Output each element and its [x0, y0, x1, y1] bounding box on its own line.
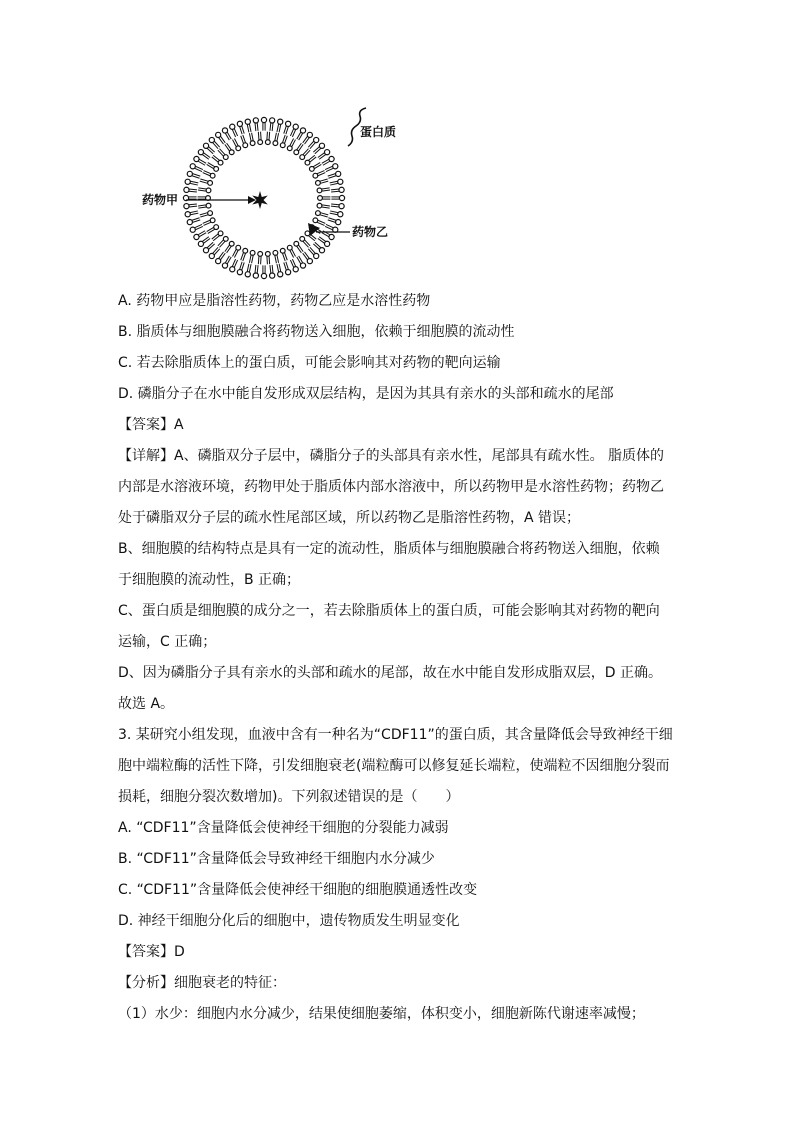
phospholipid-tail: [320, 215, 328, 217]
phospholipid-head: [317, 203, 322, 208]
phospholipid-head: [305, 231, 310, 236]
phospholipid-head: [184, 187, 189, 192]
phospholipid-head: [325, 150, 330, 155]
phospholipid-tail: [286, 127, 288, 135]
phospholipid-tail: [303, 149, 308, 155]
q2-option-d: D. 磷脂分子在水中能自发形成双层结构，是因为其具有亲水的头部和疏水的尾部: [118, 386, 614, 402]
phospholipid-tail: [198, 207, 206, 208]
q2-explanation-line: B、细胞膜的结构特点是具有一定的流动性，脂质体与细胞膜融合将药物送入细胞，依赖: [118, 541, 660, 557]
phospholipid-head: [230, 267, 235, 272]
phospholipid-head: [261, 117, 266, 122]
phospholipid-tail: [200, 179, 208, 181]
phospholipid-tail: [284, 126, 286, 134]
phospholipid-tail: [189, 206, 197, 207]
phospholipid-head: [237, 121, 242, 126]
phospholipid-head: [194, 156, 199, 161]
q2-explanation-line: 运输，C 正确；: [118, 634, 217, 650]
phospholipid-tail: [190, 181, 198, 183]
phospholipid-head: [325, 241, 330, 246]
phospholipid-tail: [322, 207, 330, 208]
phospholipid-head: [307, 259, 312, 264]
phospholipid-tail: [207, 148, 213, 153]
phospholipid-head: [258, 140, 263, 145]
phospholipid-tail: [200, 181, 208, 183]
phospholipid-head: [190, 227, 195, 232]
phospholipid-tail: [270, 265, 271, 273]
phospholipid-head: [243, 248, 248, 253]
phospholipid-head: [236, 245, 241, 250]
phospholipid-head: [265, 140, 270, 145]
phospholipid-tail: [330, 181, 338, 183]
phospholipid-head: [300, 237, 305, 242]
phospholipid-tail: [330, 211, 338, 213]
phospholipid-tail: [190, 213, 198, 215]
phospholipid-head: [339, 195, 344, 200]
phospholipid-tail: [200, 213, 208, 215]
phospholipid-head: [300, 263, 305, 268]
phospholipid-tail: [322, 205, 330, 206]
q2-explanation-line: 故选 A。: [118, 696, 175, 712]
phospholipid-tail: [330, 213, 338, 215]
phospholipid-tail: [272, 123, 273, 131]
phospholipid-head: [209, 137, 214, 142]
phospholipid-tail: [209, 147, 215, 152]
phospholipid-tail: [249, 124, 251, 132]
phospholipid-head: [270, 118, 275, 123]
q3-stem-line: 损耗，细胞分裂次数增加)。下列叙述错误的是（ ）: [118, 789, 460, 805]
phospholipid-head: [287, 245, 292, 250]
phospholipid-head: [198, 150, 203, 155]
q2-explanation-line: C、蛋白质是细胞膜的成分之一，若去除脂质体上的蛋白质，可能会影响其对药物的靶向: [118, 603, 660, 619]
phospholipid-head: [214, 167, 219, 172]
phospholipid-head: [329, 156, 334, 161]
phospholipid-head: [194, 234, 199, 239]
phospholipid-head: [339, 204, 344, 209]
phospholipid-head: [229, 241, 234, 246]
phospholipid-tail: [267, 132, 268, 140]
phospholipid-tail: [286, 262, 288, 270]
phospholipid-tail: [255, 265, 256, 273]
phospholipid-head: [237, 270, 242, 275]
q3-analysis-line: （1）水少：细胞内水分减少，结果使细胞萎缩，体积变小，细胞新陈代谢速率减慢；: [118, 1006, 645, 1022]
phospholipid-tail: [252, 255, 254, 263]
phospholipid-head: [293, 124, 298, 129]
phospholipid-tail: [269, 256, 270, 264]
phospholipid-tail: [212, 234, 218, 239]
phospholipid-tail: [308, 249, 313, 255]
phospholipid-tail: [330, 183, 338, 185]
phospholipid-tail: [207, 242, 213, 247]
phospholipid-head: [305, 160, 310, 165]
phospholipid-tail: [322, 188, 330, 189]
phospholipid-tail: [279, 124, 281, 132]
q3-answer: 【答案】D: [118, 944, 185, 960]
phospholipid-tail: [322, 190, 330, 191]
phospholipid-head: [209, 253, 214, 258]
phospholipid-tail: [261, 256, 262, 264]
phospholipid-head: [316, 180, 321, 185]
phospholipid-tail: [275, 255, 277, 263]
phospholipid-tail: [214, 141, 219, 147]
q2-explanation-line: 处于磷脂双分子层的疏水性尾部区域，所以药物乙是脂溶性药物，A 错误；: [118, 510, 581, 526]
phospholipid-tail: [309, 236, 315, 241]
phospholipid-tail: [321, 213, 329, 215]
phospholipid-tail: [240, 262, 242, 270]
phospholipid-tail: [190, 183, 198, 185]
phospholipid-head: [206, 188, 211, 193]
phospholipid-tail: [247, 124, 249, 132]
q3-stem-line: 胞中端粒酶的活性下降，引发细胞衰老(端粒酶可以修复延长端粒，使端粒不因细胞分裂而: [118, 758, 670, 774]
phospholipid-head: [280, 248, 285, 253]
q2-explanation-line: 【详解】A、磷脂双分子层中，磷脂分子的头部具有亲水性，尾部具有疏水性。 脂质体的: [118, 448, 665, 464]
q2-option-a: A. 药物甲应是脂溶性药物，药物乙应是水溶性药物: [118, 293, 431, 309]
phospholipid-head: [184, 204, 189, 209]
phospholipid-head: [319, 143, 324, 148]
phospholipid-head: [286, 121, 291, 126]
phospholipid-head: [319, 248, 324, 253]
phospholipid-head: [253, 118, 258, 123]
phospholipid-head: [210, 173, 215, 178]
phospholipid-head: [280, 143, 285, 148]
phospholipid-tail: [189, 191, 197, 192]
phospholipid-head: [313, 173, 318, 178]
q2-answer: 【答案】A: [118, 417, 184, 433]
phospholipid-head: [318, 196, 323, 201]
phospholipid-tail: [190, 211, 198, 213]
phospholipid-head: [208, 211, 213, 216]
phospholipid-tail: [192, 218, 200, 220]
phospholipid-tail: [200, 215, 208, 217]
phospholipid-head: [216, 259, 221, 264]
phospholipid-head: [261, 273, 266, 278]
phospholipid-head: [329, 234, 334, 239]
phospholipid-head: [273, 250, 278, 255]
phospholipid-head: [190, 164, 195, 169]
phospholipid-tail: [242, 126, 244, 134]
phospholipid-tail: [305, 240, 310, 246]
phospholipid-tail: [213, 155, 219, 160]
phospholipid-head: [210, 218, 215, 223]
phospholipid-tail: [209, 244, 215, 249]
phospholipid-tail: [310, 157, 316, 162]
phospholipid-head: [294, 150, 299, 155]
q2-explanation-line: 于细胞膜的流动性，B 正确；: [118, 572, 301, 588]
label-drug-b: 药物乙: [352, 225, 389, 239]
phospholipid-tail: [249, 255, 251, 263]
phospholipid-tail: [198, 190, 206, 191]
phospholipid-head: [300, 155, 305, 160]
phospholipid-tail: [240, 127, 242, 135]
phospholipid-tail: [252, 133, 254, 141]
phospholipid-tail: [189, 189, 197, 190]
phospholipid-head: [317, 188, 322, 193]
q3-option-b: B. “CDF11”含量降低会导致神经干细胞内水分减少: [118, 851, 435, 867]
phospholipid-head: [316, 211, 321, 216]
phospholipid-tail: [308, 141, 313, 147]
phospholipid-tail: [189, 204, 197, 205]
phospholipid-tail: [331, 191, 339, 192]
phospholipid-tail: [249, 133, 251, 141]
q3-option-c: C. “CDF11”含量降低会使神经干细胞的细胞膜通透性改变: [118, 882, 478, 898]
phospholipid-head: [273, 141, 278, 146]
phospholipid-head: [243, 143, 248, 148]
phospholipid-head: [253, 273, 258, 278]
phospholipid-tail: [321, 181, 329, 183]
phospholipid-tail: [193, 220, 201, 222]
phospholipid-tail: [277, 255, 279, 263]
phospholipid-tail: [214, 249, 219, 255]
phospholipid-head: [236, 146, 241, 151]
phospholipid-tail: [284, 262, 286, 270]
phospholipid-tail: [269, 132, 270, 140]
phospholipid-head: [293, 267, 298, 272]
phospholipid-head: [223, 237, 228, 242]
phospholipid-head: [214, 225, 219, 230]
phospholipid-head: [307, 132, 312, 137]
phospholipid-tail: [275, 133, 277, 141]
phospholipid-head: [314, 137, 319, 142]
phospholipid-tail: [305, 150, 310, 156]
phospholipid-head: [187, 171, 192, 176]
phospholipid-head: [338, 179, 343, 184]
phospholipid-tail: [219, 149, 224, 155]
q3-option-d: D. 神经干细胞分化后的细胞中，遗传物质发生明显变化: [118, 913, 460, 929]
phospholipid-tail: [218, 150, 223, 156]
q3-stem-line: 3. 某研究小组发现，血液中含有一种名为“CDF11”的蛋白质，其含量降低会导致神经干细: [118, 727, 673, 743]
phospholipid-head: [338, 212, 343, 217]
phospholipid-tail: [277, 264, 279, 272]
phospholipid-tail: [328, 174, 336, 176]
phospholipid-tail: [255, 123, 256, 131]
phospholipid-tail: [313, 147, 319, 152]
phospholipid-head: [185, 179, 190, 184]
phospholipid-head: [336, 220, 341, 225]
phospholipid-tail: [257, 265, 258, 273]
phospholipid-tail: [261, 132, 262, 140]
phospholipid-head: [222, 128, 227, 133]
phospholipid-head: [229, 150, 234, 155]
phospholipid-head: [333, 164, 338, 169]
phospholipid-tail: [213, 247, 218, 253]
liposome-figure: [130, 100, 420, 280]
phospholipid-head: [258, 251, 263, 256]
q2-option-c: C. 若去除脂质体上的蛋白质，可能会影响其对药物的靶向运输: [118, 355, 501, 371]
phospholipid-tail: [315, 148, 321, 153]
phospholipid-head: [203, 248, 208, 253]
label-protein: 蛋白质: [360, 125, 397, 139]
phospholipid-head: [309, 167, 314, 172]
phospholipid-tail: [198, 188, 206, 189]
phospholipid-head: [339, 187, 344, 192]
phospholipid-tail: [270, 123, 271, 131]
phospholipid-head: [250, 250, 255, 255]
phospholipid-tail: [192, 176, 200, 178]
q2-explanation-line: 内部是水溶液环境，药物甲处于脂质体内部水溶液中，所以药物甲是水溶性药物；药物乙: [118, 479, 664, 495]
phospholipid-head: [185, 212, 190, 217]
phospholipid-head: [294, 241, 299, 246]
q2-option-b: B. 脂质体与细胞膜融合将药物送入细胞，依赖于细胞膜的流动性: [118, 324, 515, 340]
phospholipid-head: [286, 270, 291, 275]
phospholipid-tail: [277, 133, 279, 141]
phospholipid-tail: [279, 264, 281, 272]
phospholipid-tail: [213, 143, 218, 149]
q3-analysis-line: 【分析】细胞衰老的特征：: [118, 975, 286, 991]
phospholipid-head: [278, 119, 283, 124]
phospholipid-tail: [257, 123, 258, 131]
phospholipid-tail: [315, 242, 321, 247]
phospholipid-tail: [218, 240, 223, 246]
phospholipid-head: [216, 132, 221, 137]
phospholipid-head: [287, 146, 292, 151]
phospholipid-tail: [310, 143, 315, 149]
document-body: [118, 286, 678, 1030]
phospholipid-head: [206, 203, 211, 208]
phospholipid-tail: [320, 179, 328, 181]
phospholipid-tail: [247, 264, 249, 272]
q2-explanation-line: D、因为磷脂分子具有亲水的头部和疏水的尾部，故在水中能自发形成脂双层，D 正确。: [118, 665, 663, 681]
phospholipid-tail: [198, 205, 206, 206]
phospholipid-tail: [328, 218, 336, 220]
phospholipid-tail: [328, 220, 336, 222]
phospholipid-head: [218, 231, 223, 236]
phospholipid-tail: [258, 132, 259, 140]
phospholipid-tail: [313, 244, 319, 249]
phospholipid-head: [222, 263, 227, 268]
label-drug-a: 药物甲: [142, 193, 179, 207]
phospholipid-head: [245, 272, 250, 277]
phospholipid-head: [313, 218, 318, 223]
phospholipid-tail: [219, 241, 224, 247]
phospholipid-head: [198, 241, 203, 246]
phospholipid-tail: [258, 256, 259, 264]
phospholipid-tail: [213, 236, 219, 241]
phospholipid-head: [223, 155, 228, 160]
phospholipid-head: [278, 272, 283, 277]
phospholipid-tail: [212, 157, 218, 162]
phospholipid-head: [336, 171, 341, 176]
phospholipid-tail: [303, 241, 308, 247]
phospholipid-tail: [277, 124, 279, 132]
phospholipid-head: [265, 251, 270, 256]
phospholipid-head: [218, 160, 223, 165]
phospholipid-tail: [328, 176, 336, 178]
phospholipid-tail: [267, 256, 268, 264]
phospholipid-head: [203, 143, 208, 148]
q3-option-a: A. “CDF11”含量降低会使神经干细胞的分裂能力减弱: [118, 820, 449, 836]
phospholipid-tail: [242, 262, 244, 270]
phospholipid-tail: [193, 174, 201, 176]
phospholipid-tail: [272, 265, 273, 273]
phospholipid-head: [245, 119, 250, 124]
phospholipid-head: [270, 273, 275, 278]
phospholipid-tail: [310, 247, 315, 253]
phospholipid-head: [300, 128, 305, 133]
phospholipid-tail: [331, 204, 339, 205]
phospholipid-head: [314, 253, 319, 258]
phospholipid-head: [187, 220, 192, 225]
phospholipid-tail: [331, 206, 339, 207]
phospholipid-tail: [249, 264, 251, 272]
phospholipid-tail: [331, 189, 339, 190]
liposome-diagram: [130, 100, 420, 280]
phospholipid-tail: [309, 155, 315, 160]
phospholipid-head: [230, 124, 235, 129]
phospholipid-head: [208, 180, 213, 185]
phospholipid-head: [250, 141, 255, 146]
